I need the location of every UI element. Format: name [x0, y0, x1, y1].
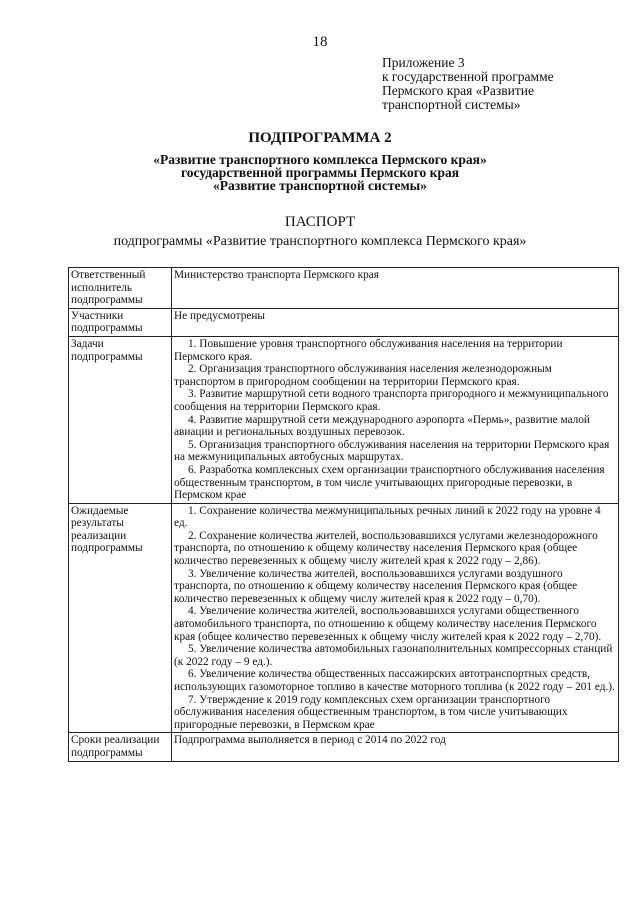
list-item-text: 1. Повышение уровня транспортного обслуживания населения на территории Пермского края.: [174, 337, 563, 363]
row-content: [172, 268, 619, 309]
row-content: [172, 308, 619, 336]
list-item: [174, 643, 616, 668]
list-item-text: 5. Увеличение количества автомобильных газонаполнительных компрессорных станций (к 2022 году – 9 ед.).: [174, 643, 613, 668]
row-label: Задачи подпрограммы: [69, 336, 172, 503]
row-label: Ожидаемые результаты реализации подпрограммы: [69, 503, 172, 733]
appendix-line: Пермского края «Развитие: [382, 83, 534, 98]
passport-table: [68, 267, 619, 762]
appendix-line: к государственной программе: [382, 69, 554, 84]
list-item-text: 6. Разработка комплексных схем организации транспортного обслуживания населения общественным транспортом, в том числе учитывающих пригородные перевозки, в Пермском крае: [174, 463, 605, 502]
list-item-text: Не предусмотрены: [174, 309, 265, 322]
subprogram-name-line: «Развитие транспортной системы»: [213, 178, 427, 193]
row-label: Сроки реализации подпрограммы: [69, 733, 172, 761]
list-item-text: 3. Увеличение количества жителей, воспользовавшихся услугами воздушного транспорта, по отношению к общему количеству населения Пермского края (общее количество перевезенных к общему числу жителей края к 2022 году – 0,70).: [174, 567, 578, 605]
appendix-line: транспортной системы»: [382, 97, 521, 112]
list-item: [174, 530, 616, 568]
list-item: [174, 505, 616, 530]
list-item-text: 5. Организация транспортного обслуживания населения на территории Пермского края на межмуниципальных автобусных маршрутах.: [174, 438, 610, 464]
page-number: 18: [312, 34, 328, 50]
row-label: Ответственный исполнитель подпрограммы: [69, 268, 172, 309]
passport-heading: ПАСПОРТ: [284, 214, 356, 230]
list-item: [174, 605, 616, 643]
subprogram-title-block: [0, 130, 640, 192]
list-item-text: 4. Развитие маршрутной сети международного аэропорта «Пермь», развитие малой авиации и региональных воздушных перевозок.: [174, 413, 590, 439]
row-content: [172, 336, 619, 503]
list-item-text: 2. Организация транспортного обслуживания населения железнодорожным транспортом в пригородном сообщении на территории Пермского края.: [174, 363, 552, 388]
list-item: [174, 439, 616, 464]
list-item: [174, 388, 616, 413]
subprogram-title: ПОДПРОГРАММА 2: [248, 130, 392, 146]
list-item: [174, 668, 616, 693]
list-item: [174, 310, 616, 323]
list-item-text: 1. Сохранение количества межмуниципальных речных линий к 2022 году на уровне 4 ед.: [174, 504, 601, 530]
list-item-text: Министерство транспорта Пермского края: [174, 269, 379, 281]
list-item: [174, 568, 616, 606]
list-item-text: 7. Утверждение к 2019 году комплексных схем организации транспортного обслуживания населения общественным транспортом, в том числе учитывающих пригородные перевозки, в Пермском крае: [174, 693, 568, 731]
list-item: [174, 363, 616, 388]
list-item: [174, 269, 616, 282]
list-item: [174, 464, 616, 502]
list-item-text: 3. Развитие маршрутной сети водного транспорта пригородного и межмуниципального сообщения на территории Пермского края.: [174, 388, 609, 413]
appendix-line: Приложение 3: [382, 55, 465, 70]
subprogram-name-line: «Развитие транспортного комплекса Пермского края»: [153, 152, 487, 167]
table-row: [69, 733, 619, 761]
appendix-note: [382, 56, 622, 112]
table-row: [69, 268, 619, 309]
list-item: [174, 694, 616, 732]
table-row: [69, 336, 619, 503]
table-row: [69, 308, 619, 336]
row-content: [172, 733, 619, 761]
row-label: Участники подпрограммы: [69, 308, 172, 336]
list-item-text: Подпрограмма выполняется в период с 2014 по 2022 год: [174, 734, 446, 747]
row-content: [172, 503, 619, 733]
list-item-text: 4. Увеличение количества жителей, воспользовавшихся услугами общественного автомобильного транспорта, по отношению к общему количеству населения Пермского края (общее количество перевезенных к общему числу жителей края к 2022 году – 2,70).: [174, 605, 602, 643]
table-row: [69, 503, 619, 733]
list-item: [174, 734, 616, 747]
list-item: [174, 414, 616, 439]
passport-subheading: подпрограммы «Развитие транспортного комплекса Пермского края»: [113, 234, 527, 249]
list-item-text: 6. Увеличение количества общественных пассажирских автотранспортных средств, использующих газомоторное топливо в качестве моторного топлива (к 2022 году – 201 ед.).: [174, 668, 615, 693]
subprogram-name-line: государственной программы Пермского края: [180, 165, 460, 180]
list-item: [174, 338, 616, 363]
list-item-text: 2. Сохранение количества жителей, воспользовавшихся услугами железнодорожного транспорта, по отношению к общему количеству населения Пермского края (общее количество перевезенных к общему числу жителей края к 2022 году – 2,86).: [174, 529, 598, 568]
